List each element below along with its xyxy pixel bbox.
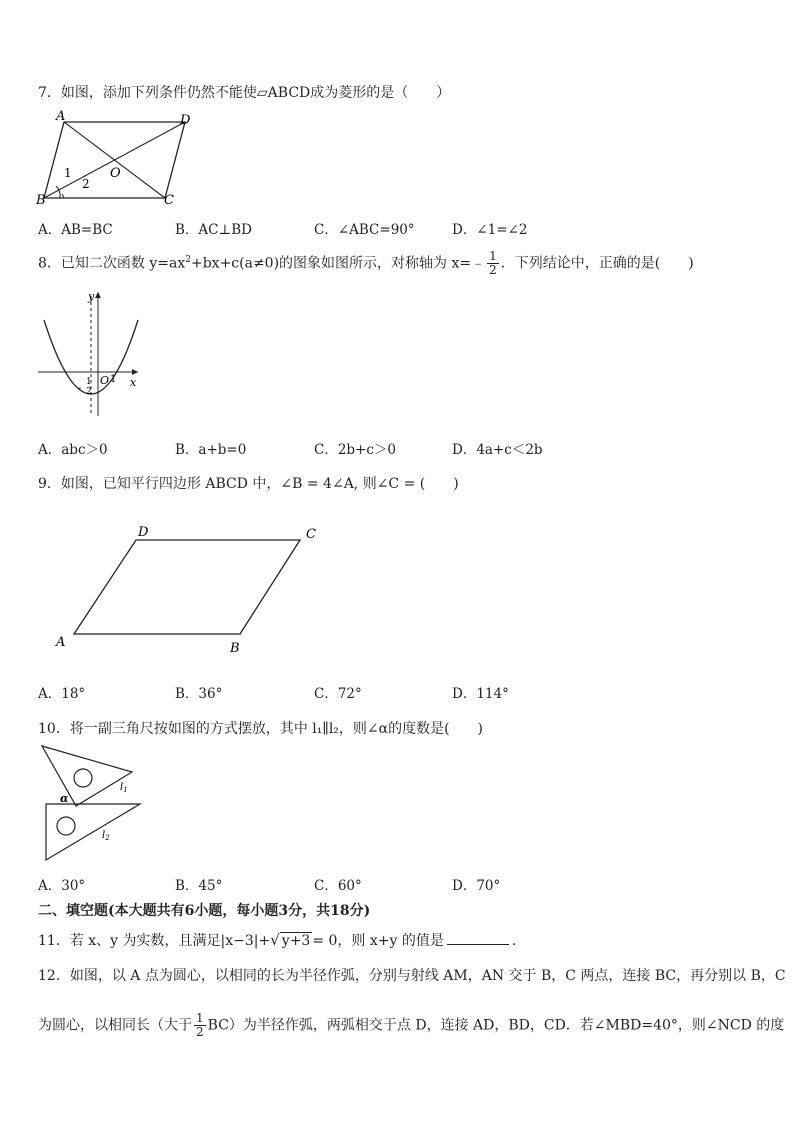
question-7-text: 7．如图，添加下列条件仍然不能使▱ABCD成为菱形的是（ ） [38, 85, 451, 101]
q10-option-c: C．60° [314, 878, 362, 894]
q9-option-d: D．114° [452, 686, 509, 702]
l2-label: $l_2$ [102, 830, 110, 842]
tick-1-label: 1 [110, 374, 117, 385]
q8-option-c: C．2b+c＞0 [314, 442, 397, 458]
half-den: 2 [86, 387, 92, 397]
angle-1-label: 1 [64, 166, 72, 180]
label-C: C [306, 527, 316, 542]
q9-option-c: C．72° [314, 686, 362, 702]
question-8-text: 8．已知二次函数 $y=ax^2+bx+c(a\ne 0)$的图象如图所示，对称轴为 x=﹣ $\frac{1}{2}$ ．下列结论中，正确的是( ) [38, 249, 694, 277]
parabola-graph [34, 288, 144, 418]
q8-option-b: B．a+b=0 [175, 442, 247, 458]
l1-label: $l_1$ [120, 782, 128, 794]
label-B: B [36, 193, 46, 208]
rhombus-figure [30, 108, 210, 208]
label-C: C [164, 193, 174, 208]
angle-2-label: 2 [82, 177, 90, 191]
q9-option-a: A．18° [38, 686, 86, 702]
label-D: D [138, 525, 149, 540]
q8-option-a: A．abc＞0 [38, 442, 108, 458]
label-B: B [230, 641, 240, 656]
alpha-label: α [60, 792, 69, 805]
q10-option-a: A．30° [38, 878, 86, 894]
q10-option-d: D．70° [452, 878, 501, 894]
label-A: A [56, 109, 66, 124]
half-num: 1 [86, 377, 92, 387]
label-A: A [56, 635, 66, 650]
triangle-rulers-figure [36, 742, 146, 864]
question-12-line-1: 12．如图，以 A 点为圆心，以相同的长为半径作弧，分别与射线 AM，AN 交于 B，C 两点，连接 BC，再分别以 B，C [38, 968, 786, 984]
question-9-text: 9．如图，已知平行四边形 ABCD 中，∠B = 4∠A, 则∠C = ( ) [38, 476, 459, 492]
fraction: $\frac{1}{2}$ [196, 1011, 204, 1039]
label-D: D [180, 113, 191, 128]
section-heading: 二、填空题(本大题共有6小题，每小题3分，共18分) [38, 903, 371, 919]
q8-option-d: D．4a+c＜2b [452, 442, 543, 458]
neg-sign: - [78, 383, 82, 394]
x-axis-label: x [130, 376, 137, 389]
y-axis-label: y [88, 290, 95, 303]
fraction: $\frac{1}{2}$ [489, 249, 497, 277]
q9-option-b: B．36° [175, 686, 223, 702]
q7-option-d: D．∠1=∠2 [452, 222, 528, 238]
parallelogram-figure [52, 522, 332, 660]
question-12-line-2: 为圆心，以相同长（大于 $\frac{1}{2}$ BC）为半径作弧，两弧相交于点 D，连接 AD，BD，CD．若∠MBD=40°，则∠NCD 的度 [38, 1011, 785, 1039]
question-10-text: 10．将一副三角尺按如图的方式摆放，其中 l₁∥l₂，则∠α的度数是( ) [38, 721, 484, 737]
label-O: O [110, 166, 121, 181]
answer-blank [447, 944, 509, 945]
question-11-text: 11．若 x、y 为实数，且满足|x−3|+√ y+3 = 0，则 x+y 的值是 . [38, 931, 517, 949]
sqrt-expression: √ y+3 [270, 931, 311, 949]
q7-option-c: C．∠ABC=90° [314, 222, 415, 238]
q10-option-b: B．45° [175, 878, 223, 894]
origin-label: O [100, 374, 110, 387]
q7-option-a: A．AB=BC [38, 222, 113, 238]
q7-option-b: B．AC⊥BD [175, 222, 252, 238]
